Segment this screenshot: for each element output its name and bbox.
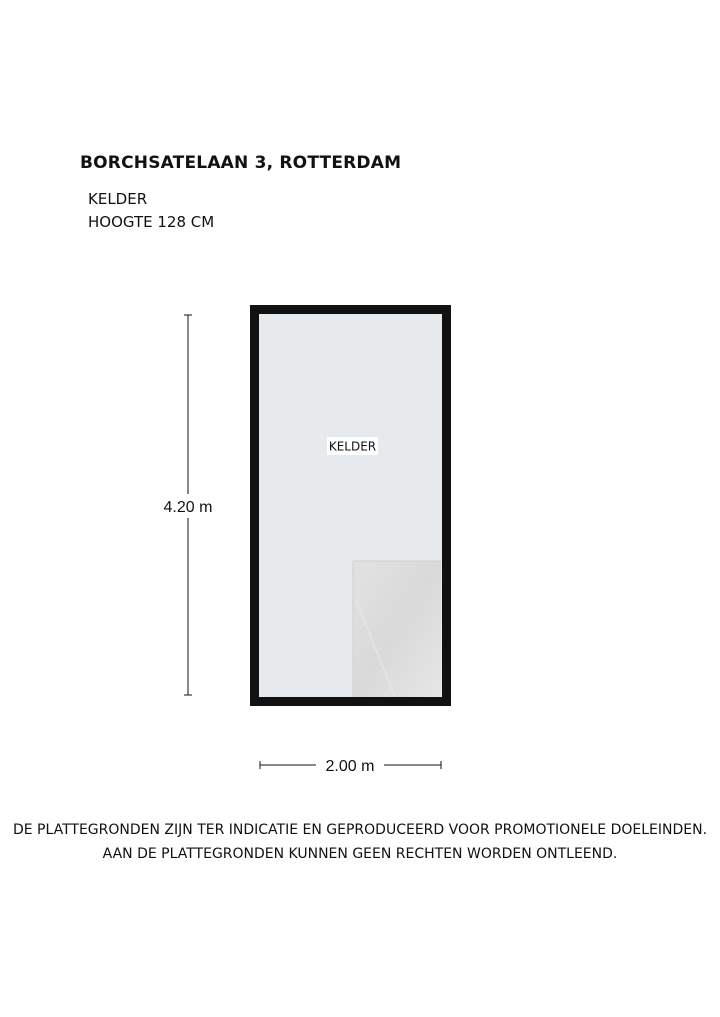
floor-name: KELDER bbox=[88, 190, 148, 208]
disclaimer-line-1: DE PLATTEGRONDEN ZIJN TER INDICATIE EN GEPRODUCEERD VOOR PROMOTIONELE DOELEINDEN. bbox=[12, 822, 708, 838]
address-title: BORCHSATELAAN 3, ROTTERDAM bbox=[80, 153, 402, 173]
stair-area bbox=[353, 561, 441, 697]
disclaimer-line-2: AAN DE PLATTEGRONDEN KUNNEN GEEN RECHTEN WORDEN ONTLEEND. bbox=[102, 846, 618, 862]
room-label: KELDER bbox=[328, 439, 377, 454]
ceiling-height: HOOGTE 128 CM bbox=[88, 213, 215, 231]
dim-horizontal-label: 2.00 m bbox=[325, 758, 375, 775]
dim-vertical-label: 4.20 m bbox=[163, 499, 213, 516]
